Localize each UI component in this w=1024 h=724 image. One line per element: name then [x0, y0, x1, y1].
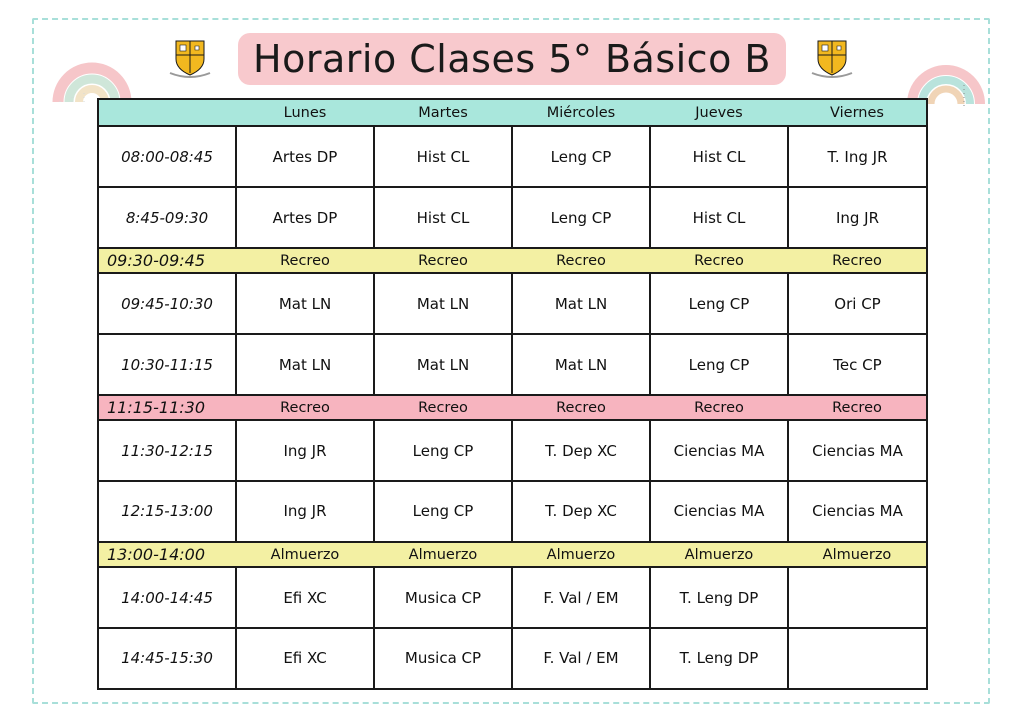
- class-cell: T. Dep XC: [512, 481, 650, 542]
- day-header-monday: Lunes: [236, 99, 374, 126]
- class-cell: Mat LN: [374, 334, 512, 395]
- class-cell: Hist CL: [650, 126, 788, 187]
- break-cell: Recreo: [650, 248, 788, 273]
- day-header-thursday: Jueves: [650, 99, 788, 126]
- title-banner: [238, 33, 786, 85]
- table-row: [98, 126, 927, 187]
- class-cell: Ciencias MA: [788, 420, 927, 481]
- break-cell: Recreo: [374, 248, 512, 273]
- time-cell: 10:30-11:15: [98, 334, 236, 395]
- break-cell: Recreo: [512, 248, 650, 273]
- class-cell: Leng CP: [374, 420, 512, 481]
- class-cell: F. Val / EM: [512, 628, 650, 689]
- class-cell: Leng CP: [650, 273, 788, 334]
- school-crest-right: [810, 37, 854, 81]
- header-row: [98, 99, 927, 126]
- time-cell: 8:45-09:30: [98, 187, 236, 248]
- class-cell: T. Leng DP: [650, 567, 788, 628]
- table-row: [98, 628, 927, 689]
- break-cell: Recreo: [788, 395, 927, 420]
- class-cell: Leng CP: [650, 334, 788, 395]
- time-cell: 11:30-12:15: [98, 420, 236, 481]
- class-cell: Artes DP: [236, 126, 374, 187]
- page-title: Horario Clases 5° Básico B: [253, 37, 771, 81]
- class-cell: Mat LN: [236, 334, 374, 395]
- class-cell: T. Ing JR: [788, 126, 927, 187]
- time-cell: 08:00-08:45: [98, 126, 236, 187]
- break-time-cell: 11:15-11:30: [98, 395, 236, 420]
- class-cell: Ciencias MA: [650, 481, 788, 542]
- break-cell: Recreo: [650, 395, 788, 420]
- break-cell: Almuerzo: [374, 542, 512, 567]
- class-cell: Ciencias MA: [788, 481, 927, 542]
- table-row: [98, 273, 927, 334]
- class-cell: Leng CP: [512, 187, 650, 248]
- class-cell: [788, 567, 927, 628]
- time-cell: 09:45-10:30: [98, 273, 236, 334]
- class-cell: Mat LN: [512, 334, 650, 395]
- rainbow-right-decoration: [906, 34, 986, 106]
- table-row: [98, 481, 927, 542]
- class-cell: Ing JR: [236, 481, 374, 542]
- break-cell: Recreo: [236, 395, 374, 420]
- class-cell: Tec CP: [788, 334, 927, 395]
- break-cell: Recreo: [236, 248, 374, 273]
- table-row: [98, 420, 927, 481]
- class-cell: T. Leng DP: [650, 628, 788, 689]
- table-row: [98, 187, 927, 248]
- day-header-friday: Viernes: [788, 99, 927, 126]
- class-cell: Musica CP: [374, 628, 512, 689]
- break-cell: Almuerzo: [788, 542, 927, 567]
- break-cell: Recreo: [788, 248, 927, 273]
- break-row: [98, 395, 927, 420]
- class-cell: [788, 628, 927, 689]
- class-cell: Hist CL: [374, 187, 512, 248]
- day-header-wednesday: Miércoles: [512, 99, 650, 126]
- day-header-tuesday: Martes: [374, 99, 512, 126]
- break-cell: Recreo: [374, 395, 512, 420]
- break-cell: Recreo: [512, 395, 650, 420]
- break-row: [98, 542, 927, 567]
- class-cell: Ing JR: [236, 420, 374, 481]
- rainbow-left-decoration: [52, 34, 132, 104]
- class-cell: Mat LN: [512, 273, 650, 334]
- table-row: [98, 567, 927, 628]
- class-cell: Leng CP: [374, 481, 512, 542]
- school-crest-left: [168, 37, 212, 81]
- break-cell: Almuerzo: [236, 542, 374, 567]
- schedule-table: [97, 98, 928, 690]
- class-cell: Efi XC: [236, 628, 374, 689]
- class-cell: Artes DP: [236, 187, 374, 248]
- class-cell: Mat LN: [374, 273, 512, 334]
- header-corner: [98, 99, 236, 126]
- class-cell: Ing JR: [788, 187, 927, 248]
- class-cell: Hist CL: [374, 126, 512, 187]
- class-cell: Ori CP: [788, 273, 927, 334]
- table-row: [98, 334, 927, 395]
- time-cell: 14:45-15:30: [98, 628, 236, 689]
- break-time-cell: 13:00-14:00: [98, 542, 236, 567]
- class-cell: Leng CP: [512, 126, 650, 187]
- break-cell: Almuerzo: [650, 542, 788, 567]
- class-cell: Hist CL: [650, 187, 788, 248]
- class-cell: Efi XC: [236, 567, 374, 628]
- class-cell: Ciencias MA: [650, 420, 788, 481]
- class-cell: Musica CP: [374, 567, 512, 628]
- break-row: [98, 248, 927, 273]
- break-cell: Almuerzo: [512, 542, 650, 567]
- time-cell: 12:15-13:00: [98, 481, 236, 542]
- break-time-cell: 09:30-09:45: [98, 248, 236, 273]
- class-cell: Mat LN: [236, 273, 374, 334]
- class-cell: T. Dep XC: [512, 420, 650, 481]
- class-cell: F. Val / EM: [512, 567, 650, 628]
- time-cell: 14:00-14:45: [98, 567, 236, 628]
